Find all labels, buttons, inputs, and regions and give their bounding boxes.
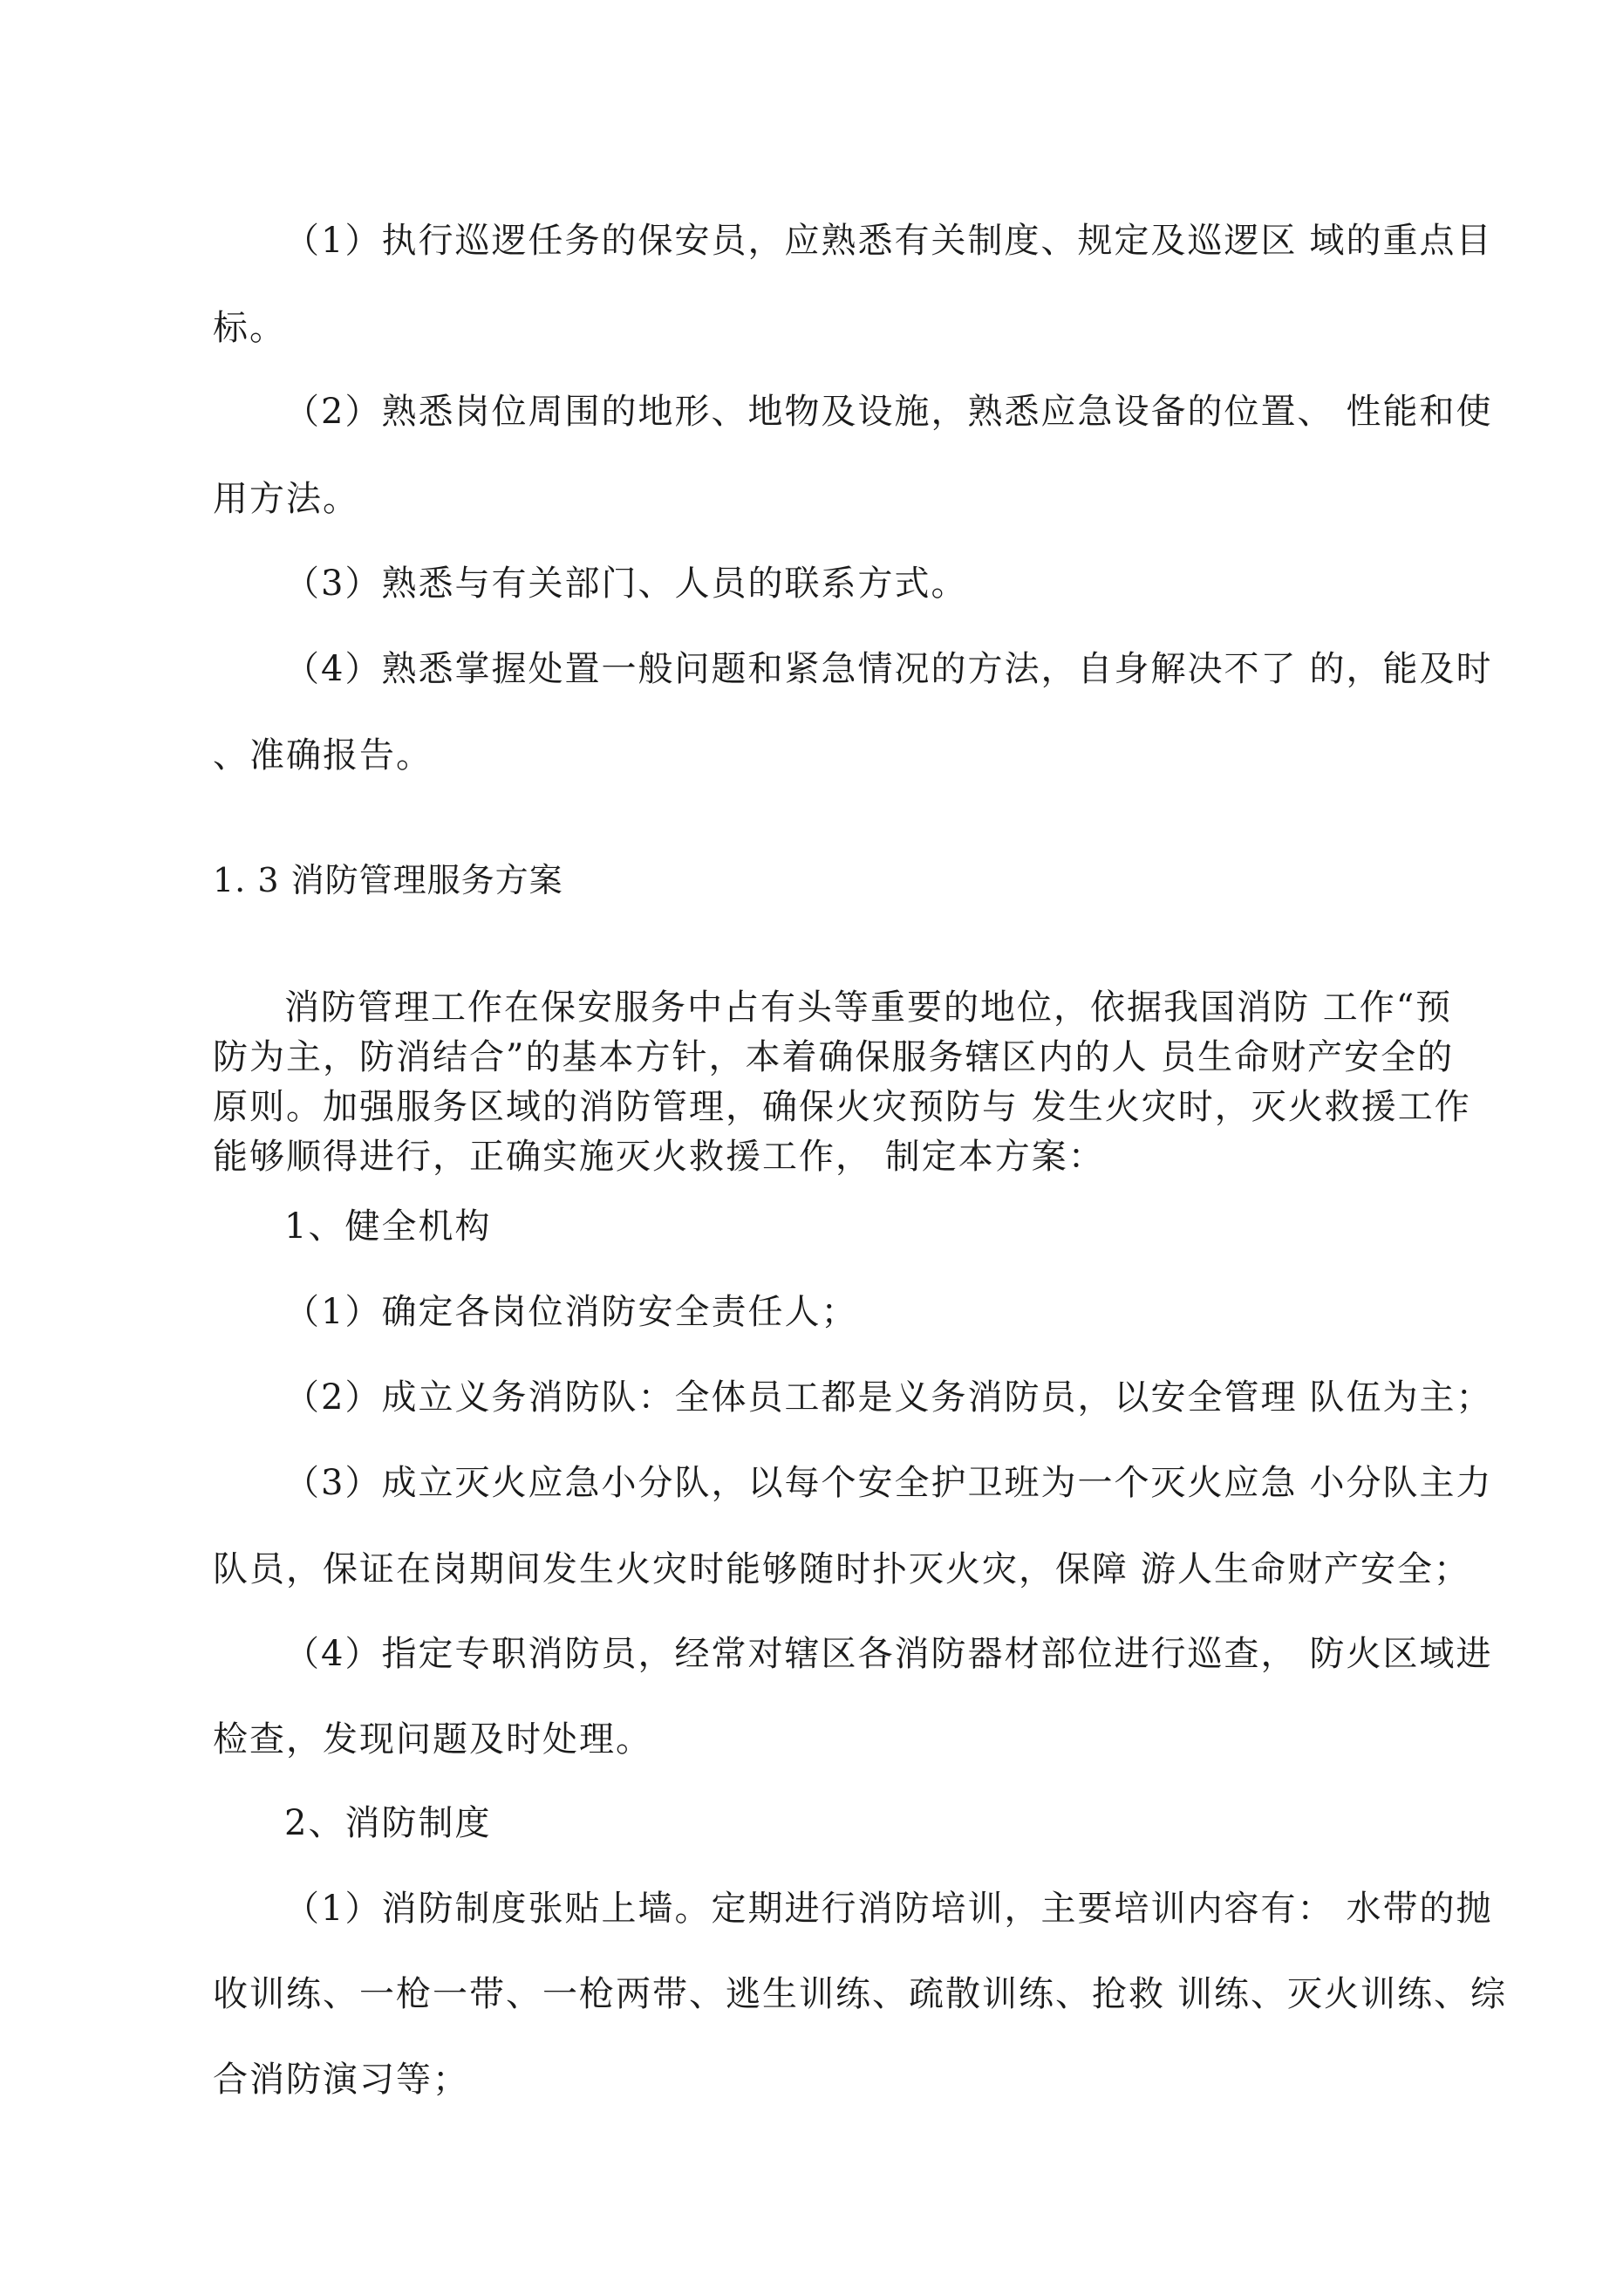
item-b2-text-tail: 队伍为主； — [1309, 1377, 1493, 1418]
item-b2-text: （2）成立义务消防队：全体员工都是义务消防员，以安全管理 — [284, 1377, 1298, 1418]
paragraph-4-text: （4）熟悉掌握处置一般问题和紧急情况的方法，自身解决不了 — [284, 649, 1298, 689]
item-b4-continuation: 检查，发现问题及时处理。 — [213, 1719, 652, 1760]
paragraph-1-text: （1）执行巡逻任务的保安员，应熟悉有关制度、规定及巡逻区 — [284, 221, 1298, 261]
paragraph-4-text-tail: 的，能及时 — [1309, 649, 1493, 689]
item-c1-line-2 — [213, 1973, 1507, 2015]
item-b3-continuation-tail: 游人生命财产安全； — [1141, 1549, 1470, 1589]
paragraph-2-text-tail: 性能和使 — [1346, 392, 1493, 432]
item-b4-line-2 — [213, 1719, 652, 1760]
paragraph-3-text: （3）熟悉与有关部门、人员的联系方式。 — [284, 564, 968, 604]
item-c1-continuation: 收训练、一枪一带、一枪两带、逃生训练、疏散训练、抢救 — [213, 1974, 1165, 2014]
intro-line-4: 能够顺得进行，正确实施灭火救援工作， 制定本方案： — [213, 1137, 1105, 1177]
paragraph-1-continuation: 标。 — [213, 308, 286, 348]
item-b3-continuation: 队员，保证在岗期间发生火灾时能够随时扑灭火灾，保障 — [213, 1549, 1129, 1589]
item-b3-text-tail: 小分队主力 — [1309, 1463, 1493, 1503]
paragraph-4-continuation: 、准确报告。 — [213, 735, 433, 776]
section-heading: 1. 3 消防管理服务方案 — [213, 861, 563, 899]
intro-line-3: 原则。加强服务区域的消防管理，确保火灾预防与 发生火灾时，灭火救援工作 — [213, 1087, 1471, 1127]
paragraph-2-continuation: 用方法。 — [213, 479, 359, 519]
item-c1-line-3 — [213, 2059, 469, 2101]
paragraph-1-line-1 — [284, 220, 1492, 262]
item-c1-continuation-2: 合消防演习等； — [213, 2060, 469, 2100]
item-c1-line-1 — [284, 1888, 1492, 1930]
paragraph-1-line-2 — [213, 307, 286, 349]
paragraph-2-text: （2）熟悉岗位周围的地形、地物及设施，熟悉应急设备的位置、 — [284, 392, 1334, 432]
paragraph-1-text-tail: 域的重点目 — [1309, 221, 1493, 261]
item-b1-text: （1）确定各岗位消防安全责任人； — [284, 1292, 858, 1332]
item-b4-text: （4）指定专职消防员，经常对辖区各消防器材部位进行巡查， — [284, 1634, 1298, 1674]
intro-line-2: 防为主，防消结合”的基本方针，本着确保服务辖区内的人 员生命财产安全的 — [213, 1037, 1455, 1077]
intro-paragraph — [213, 983, 1471, 1182]
paragraph-4-line-1 — [284, 648, 1492, 690]
item-b1-line-1 — [284, 1291, 857, 1333]
item-b4-line-1 — [284, 1633, 1492, 1675]
paragraph-3-line-1 — [284, 563, 967, 605]
item-b3-line-1 — [284, 1462, 1492, 1504]
subsection-title-1: 1、健全机构 — [284, 1206, 492, 1247]
item-b4-text-tail: 防火区域进 — [1309, 1634, 1493, 1674]
paragraph-2-line-1 — [284, 391, 1492, 433]
item-b2-line-1 — [284, 1377, 1492, 1418]
item-c1-text-tail: 水带的抛 — [1346, 1889, 1493, 1929]
item-c1-text: （1）消防制度张贴上墙。定期进行消防培训，主要培训内容有： — [284, 1889, 1334, 1929]
item-c1-continuation-tail: 训练、灭火训练、综 — [1177, 1974, 1507, 2014]
item-b3-text: （3）成立灭火应急小分队，以每个安全护卫班为一个灭火应急 — [284, 1463, 1298, 1503]
subsection-title-2: 2、消防制度 — [284, 1803, 492, 1843]
paragraph-2-line-2 — [213, 478, 359, 520]
intro-line-1: 消防管理工作在保安服务中占有头等重要的地位，依据我国消防 工作“预 — [284, 987, 1453, 1028]
paragraph-4-line-2 — [213, 735, 433, 776]
item-b3-line-2 — [213, 1548, 1470, 1590]
